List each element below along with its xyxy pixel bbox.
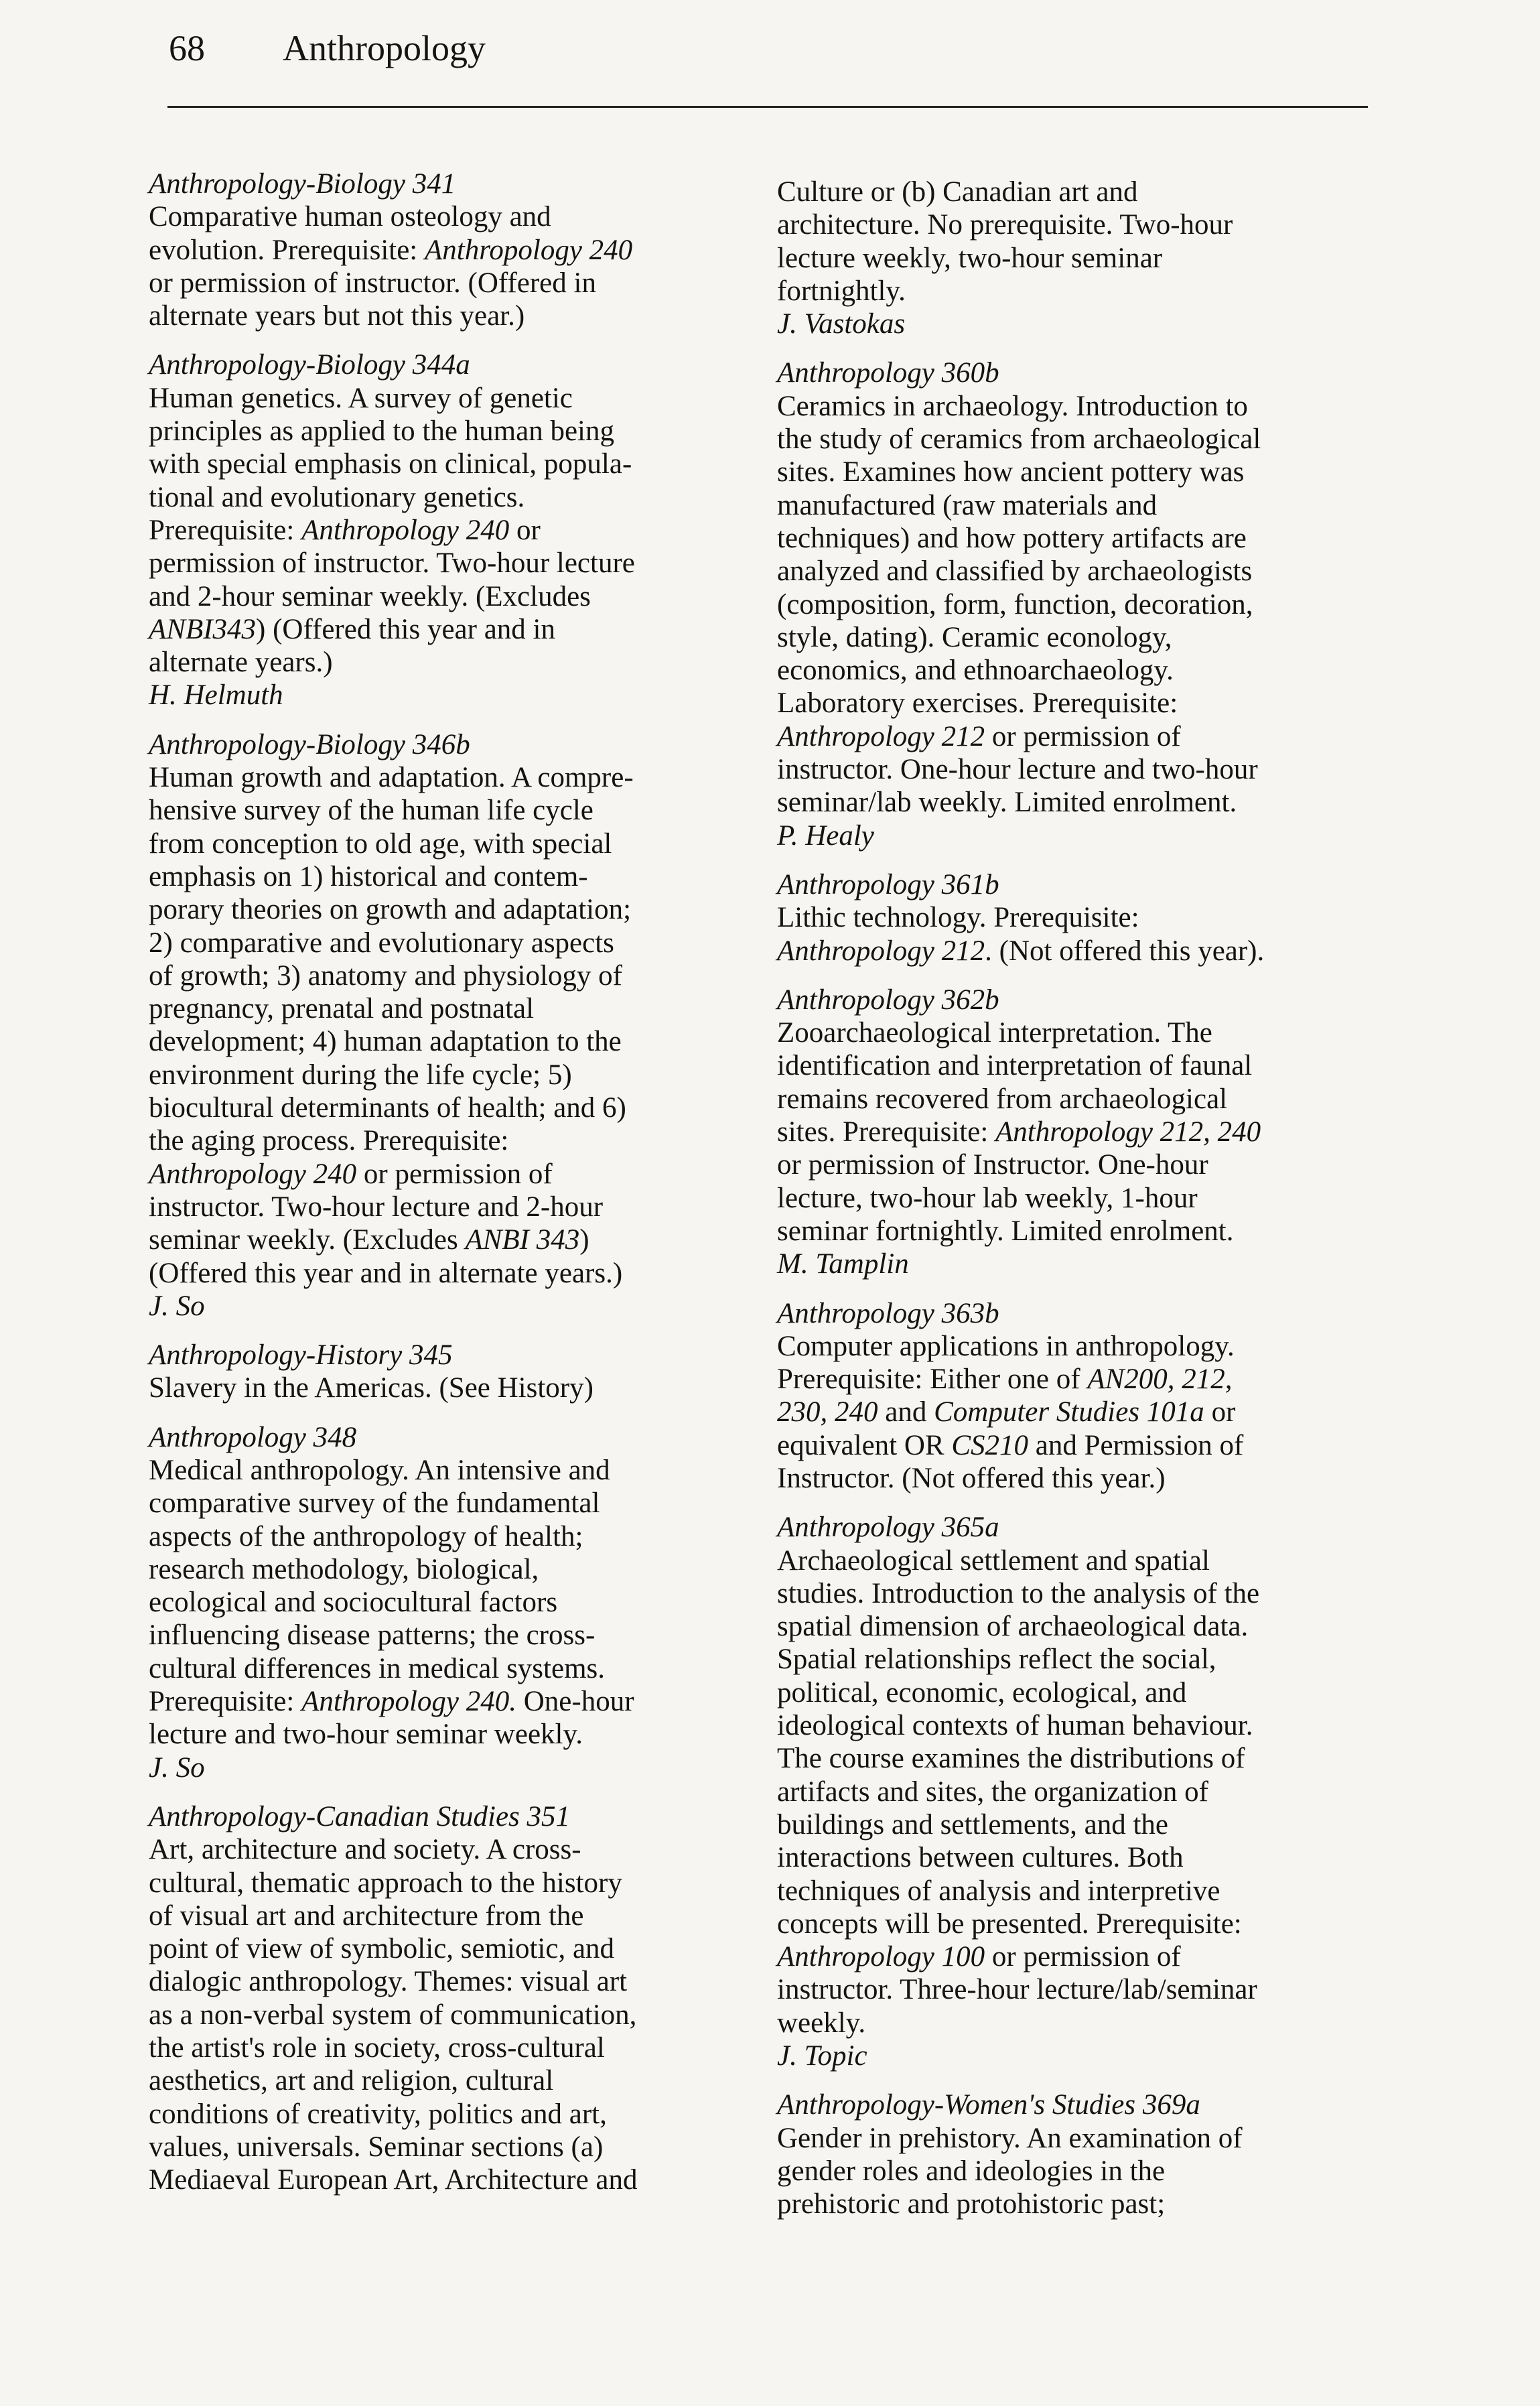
text-line: point of view of symbolic, semiotic, and (149, 1933, 615, 1965)
course-title: Anthropology-Biology 344a (149, 349, 470, 381)
text-line: seminar fortnightly. Limited enrolment. (777, 1215, 1234, 1247)
course-title: Anthropology 348 (149, 1421, 357, 1453)
course-title: Anthropology 360b (777, 357, 999, 389)
text-line: lecture weekly, two-hour seminar (777, 242, 1163, 274)
text-line: (composition, form, function, decoration, (777, 588, 1253, 620)
course-instructor: J. Vastokas (777, 308, 906, 340)
course-entry-anbi-346b (149, 728, 752, 1323)
header-rule (167, 106, 1368, 108)
text-line: buildings and settlements, and the (777, 1808, 1168, 1841)
text-line: interactions between cultures. Both (777, 1842, 1184, 1874)
left-column (149, 168, 752, 2213)
course-instructor: M. Tamplin (777, 1248, 909, 1280)
text-line: Prerequisite: Anthropology 240 or (149, 514, 541, 546)
text-line: alternate years but not this year.) (149, 300, 525, 332)
course-entry-anhi-345 (149, 1339, 752, 1405)
text-line: Computer applications in anthropology. (777, 1330, 1235, 1362)
text-line: seminar weekly. (Excludes ANBI 343) (149, 1224, 589, 1256)
course-entry-anbi-344a (149, 348, 752, 712)
text-line: conditions of creativity, politics and art, (149, 2098, 607, 2130)
course-reference: Anthropology 240 (149, 1158, 357, 1190)
text-line: economics, and ethnoarchaeology. (777, 655, 1174, 687)
text-line: aesthetics, art and religion, cultural (149, 2065, 554, 2097)
text-line: instructor. Two-hour lecture and 2-hour (149, 1191, 604, 1223)
course-entry-an-348 (149, 1421, 752, 1784)
text-line: Art, architecture and society. A cross- (149, 1834, 581, 1866)
text-line: of growth; 3) anatomy and physiology of (149, 959, 623, 992)
course-instructor: J. So (149, 1290, 205, 1322)
course-instructor: H. Helmuth (149, 679, 283, 712)
course-entry-an-365a (777, 1511, 1367, 2072)
course-description (777, 1544, 1367, 2040)
text-line: The course examines the distributions of (777, 1743, 1245, 1775)
text-line: Medical anthropology. An intensive and (149, 1454, 610, 1486)
text-line: development; 4) human adaptation to the (149, 1026, 622, 1058)
text-line: lecture, two-hour lab weekly, 1-hour (777, 1182, 1198, 1214)
text-line: Gender in prehistory. An examination of (777, 2122, 1243, 2154)
course-description (777, 1016, 1367, 1248)
text-line: techniques) and how pottery artifacts are (777, 522, 1247, 554)
text-line: dialogic anthropology. Themes: visual art (149, 1966, 628, 1998)
course-reference: Anthropology 212, 240 (995, 1116, 1261, 1148)
text-line: permission of instructor. Two-hour lecture (149, 547, 635, 580)
text-line: with special emphasis on clinical, popula- (149, 448, 632, 480)
course-reference: Computer Studies 101a (934, 1396, 1204, 1428)
text-line: Human genetics. A survey of genetic (149, 382, 573, 414)
course-title: Anthropology 361b (777, 868, 999, 900)
course-reference: Anthropology 240 (301, 514, 510, 546)
course-reference: AN200, 212, (1087, 1363, 1233, 1396)
text-line: artifacts and sites, the organization of (777, 1776, 1208, 1808)
section-title: Anthropology (283, 28, 486, 68)
text-line: tional and evolutionary genetics. (149, 481, 525, 513)
course-description (149, 382, 752, 679)
text-line: lecture and two-hour seminar weekly. (149, 1719, 583, 1751)
course-description (149, 1372, 752, 1404)
text-line: style, dating). Ceramic econology, (777, 621, 1172, 653)
text-line: (Offered this year and in alternate years.) (149, 1257, 623, 1289)
text-line: ecological and sociocultural factors (149, 1587, 558, 1619)
course-title: Anthropology-Women's Studies 369a (777, 2089, 1200, 2121)
text-line: spatial dimension of archaeological data. (777, 1611, 1249, 1643)
text-line: comparative survey of the fundamental (149, 1487, 600, 1520)
text-line: from conception to old age, with special (149, 827, 612, 860)
course-description (149, 761, 752, 1290)
text-line: Anthropology 100 or permission of (777, 1941, 1181, 1973)
text-line: as a non-verbal system of communication, (149, 1999, 637, 2031)
text-line: Anthropology 212 or permission of (777, 720, 1181, 752)
text-line: values, universals. Seminar sections (a) (149, 2131, 604, 2163)
course-entry-an-361b (777, 868, 1367, 967)
text-line: pregnancy, prenatal and postnatal (149, 993, 535, 1025)
text-line: Prerequisite: Either one of AN200, 212, (777, 1363, 1233, 1396)
text-line: seminar/lab weekly. Limited enrolment. (777, 787, 1237, 819)
course-entry-an-360b (777, 356, 1367, 852)
text-line: gender roles and ideologies in the (777, 2155, 1166, 2187)
course-description (777, 1330, 1367, 1495)
course-title: Anthropology 363b (777, 1297, 999, 1329)
course-entry-an-363b (777, 1297, 1367, 1495)
text-line: Culture or (b) Canadian art and (777, 176, 1138, 208)
text-line: biocultural determinants of health; and 6) (149, 1092, 626, 1124)
text-line: analyzed and classified by archaeologists (777, 555, 1253, 588)
text-line: the artist's role in society, cross-cultural (149, 2032, 605, 2064)
text-line: techniques of analysis and interpretive (777, 1875, 1220, 1907)
course-reference: Anthropology 100 (777, 1941, 985, 1973)
text-line: evolution. Prerequisite: Anthropology 240 (149, 234, 633, 266)
text-line: Slavery in the Americas. (See History) (149, 1372, 593, 1404)
course-reference: Anthropology 212 (777, 720, 985, 752)
course-instructor: P. Healy (777, 819, 874, 852)
course-reference: Anthropology 240. (301, 1686, 516, 1718)
course-description (149, 200, 752, 332)
course-title: Anthropology-History 345 (149, 1339, 453, 1372)
course-entry-ancs-351 (149, 1800, 752, 2197)
text-line: identification and interpretation of faunal (777, 1050, 1253, 1082)
course-description (777, 901, 1367, 967)
text-line: porary theories on growth and adaptation; (149, 894, 632, 926)
text-line: cultural differences in medical systems. (149, 1652, 606, 1684)
course-entry-an-362b (777, 984, 1367, 1281)
page-header (169, 21, 486, 75)
text-line: sites. Prerequisite: Anthropology 212, 240 (777, 1116, 1261, 1148)
course-title: Anthropology-Biology 346b (149, 728, 470, 760)
right-column (777, 176, 1367, 2237)
text-line: or permission of Instructor. One-hour (777, 1149, 1208, 1181)
course-title: Anthropology-Canadian Studies 351 (149, 1800, 571, 1832)
course-reference: ANBI 343 (465, 1224, 580, 1256)
text-line: architecture. No prerequisite. Two-hour (777, 209, 1233, 241)
text-line: 230, 240 and Computer Studies 101a or (777, 1396, 1236, 1428)
text-line: Spatial relationships reflect the social, (777, 1644, 1216, 1676)
course-entry-anws-369a (777, 2088, 1367, 2220)
text-line: ANBI343) (Offered this year and in (149, 613, 555, 645)
text-line: Human growth and adaptation. A compre- (149, 762, 634, 794)
text-line: cultural, thematic approach to the history (149, 1867, 622, 1899)
course-description (777, 390, 1367, 819)
text-line: or permission of instructor. (Offered in (149, 267, 596, 299)
course-title: Anthropology 362b (777, 984, 999, 1016)
text-line: studies. Introduction to the analysis of the (777, 1577, 1260, 1609)
text-line: political, economic, ecological, and (777, 1676, 1187, 1709)
course-reference: CS210 (951, 1429, 1029, 1461)
text-line: Instructor. (Not offered this year.) (777, 1462, 1166, 1494)
course-reference: 230, 240 (777, 1396, 878, 1428)
text-line: Mediaeval European Art, Architecture and (149, 2164, 638, 2196)
text-line: equivalent OR CS210 and Permission of (777, 1429, 1244, 1461)
course-entry-ancs-351-continued (777, 176, 1367, 340)
text-line: hensive survey of the human life cycle (149, 795, 593, 827)
course-description (149, 1454, 752, 1751)
text-line: Prerequisite: Anthropology 240. One-hour (149, 1686, 634, 1718)
course-instructor: J. Topic (777, 2040, 867, 2072)
text-line: aspects of the anthropology of health; (149, 1520, 583, 1552)
text-line: of visual art and architecture from the (149, 1899, 584, 1932)
text-line: manufactured (raw materials and (777, 489, 1158, 521)
course-entry-anbi-341 (149, 168, 752, 332)
course-description (777, 176, 1367, 308)
text-line: Anthropology 240 or permission of (149, 1158, 553, 1190)
text-line: Comparative human osteology and (149, 201, 551, 233)
text-line: influencing disease patterns; the cross- (149, 1619, 596, 1652)
course-title: Anthropology-Biology 341 (149, 168, 456, 200)
text-line: prehistoric and protohistoric past; (777, 2188, 1166, 2220)
text-line: weekly. (777, 2007, 866, 2039)
text-line: the aging process. Prerequisite: (149, 1125, 509, 1157)
text-line: research methodology, biological, (149, 1553, 539, 1585)
text-line: emphasis on 1) historical and contem- (149, 860, 588, 892)
course-title: Anthropology 365a (777, 1512, 999, 1544)
text-line: principles as applied to the human being (149, 415, 614, 448)
text-line: instructor. One-hour lecture and two-hour (777, 754, 1258, 786)
text-line: Laboratory exercises. Prerequisite: (777, 687, 1178, 720)
text-line: Lithic technology. Prerequisite: (777, 902, 1139, 934)
text-line: Ceramics in archaeology. Introduction to (777, 390, 1248, 422)
text-line: Anthropology 212. (Not offered this year). (777, 935, 1265, 967)
text-line: sites. Examines how ancient pottery was (777, 456, 1245, 488)
text-line: Archaeological settlement and spatial (777, 1544, 1210, 1577)
text-line: instructor. Three-hour lecture/lab/seminar (777, 1974, 1257, 2006)
text-line: concepts will be presented. Prerequisite: (777, 1908, 1242, 1940)
course-instructor: J. So (149, 1751, 205, 1784)
text-line: environment during the life cycle; 5) (149, 1059, 572, 1091)
text-line: remains recovered from archaeological (777, 1083, 1228, 1115)
text-line: alternate years.) (149, 647, 333, 679)
course-description (149, 1833, 752, 2196)
text-line: ideological contexts of human behaviour. (777, 1710, 1253, 1742)
text-line: the study of ceramics from archaeological (777, 423, 1261, 456)
text-line: fortnightly. (777, 275, 906, 307)
course-description (777, 2122, 1367, 2221)
text-line: 2) comparative and evolutionary aspects (149, 927, 614, 959)
course-reference: Anthropology 212 (777, 935, 985, 967)
page-number: 68 (169, 28, 205, 68)
text-line: Zooarchaeological interpretation. The (777, 1017, 1212, 1049)
course-reference: ANBI343 (149, 613, 257, 645)
text-line: and 2-hour seminar weekly. (Excludes (149, 580, 591, 612)
course-reference: Anthropology 240 (425, 234, 633, 266)
